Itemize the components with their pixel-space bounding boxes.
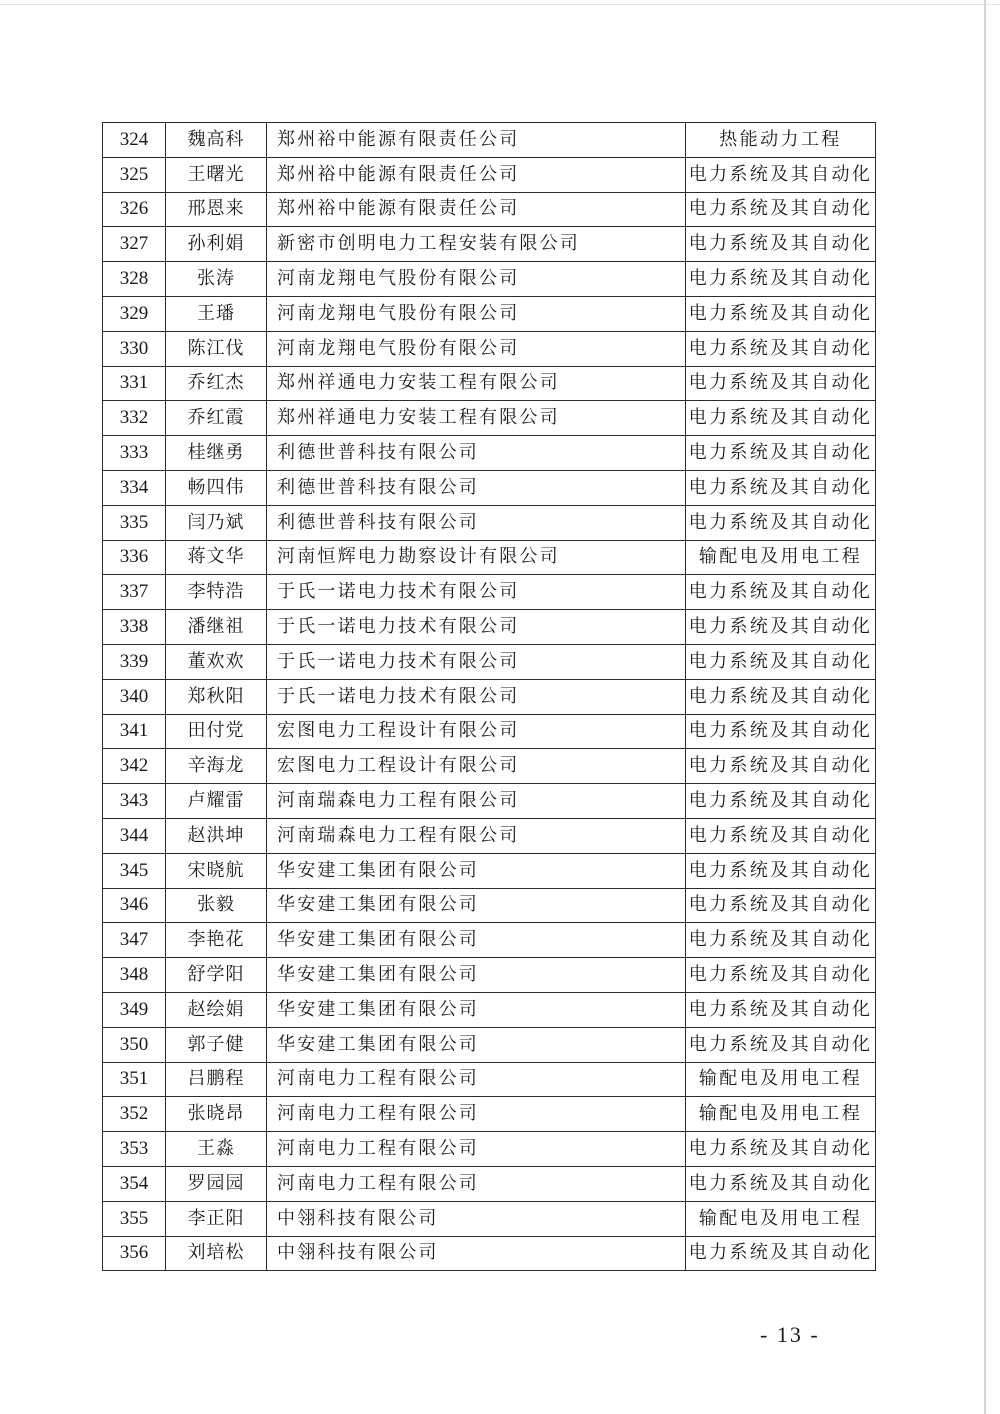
organization-cell: 新密市创明电力工程安装有限公司 — [267, 227, 686, 262]
person-name-cell: 闫乃斌 — [166, 505, 267, 540]
person-name-cell: 郭子健 — [166, 1027, 267, 1062]
person-name-cell: 赵绘娟 — [166, 992, 267, 1027]
table-row — [103, 749, 876, 784]
person-name-cell: 李特浩 — [166, 575, 267, 610]
table-row — [103, 644, 876, 679]
table-row — [103, 958, 876, 993]
person-name-cell: 刘培松 — [166, 1236, 267, 1271]
person-name-cell: 畅四伟 — [166, 470, 267, 505]
specialty-cell: 电力系统及其自动化 — [686, 679, 876, 714]
person-name-cell: 李艳花 — [166, 923, 267, 958]
specialty-cell: 电力系统及其自动化 — [686, 436, 876, 471]
person-name-cell: 罗园园 — [166, 1166, 267, 1201]
table-row — [103, 1201, 876, 1236]
table-row — [103, 331, 876, 366]
specialty-cell: 电力系统及其自动化 — [686, 853, 876, 888]
organization-cell: 于氏一诺电力技术有限公司 — [267, 610, 686, 645]
organization-cell: 郑州裕中能源有限责任公司 — [267, 192, 686, 227]
row-number-cell: 327 — [103, 227, 166, 262]
person-name-cell: 蒋文华 — [166, 540, 267, 575]
row-number-cell: 333 — [103, 436, 166, 471]
specialty-cell: 电力系统及其自动化 — [686, 749, 876, 784]
row-number-cell: 346 — [103, 888, 166, 923]
person-name-cell: 乔红霞 — [166, 401, 267, 436]
person-name-cell: 孙利娟 — [166, 227, 267, 262]
table-row — [103, 818, 876, 853]
person-name-cell: 王璠 — [166, 296, 267, 331]
table-row — [103, 679, 876, 714]
organization-cell: 郑州祥通电力安装工程有限公司 — [267, 366, 686, 401]
organization-cell: 河南龙翔电气股份有限公司 — [267, 296, 686, 331]
page-right-edge — [984, 0, 986, 1414]
row-number-cell: 330 — [103, 331, 166, 366]
table-row — [103, 1062, 876, 1097]
person-name-cell: 宋晓航 — [166, 853, 267, 888]
organization-cell: 郑州裕中能源有限责任公司 — [267, 123, 686, 158]
specialty-cell: 电力系统及其自动化 — [686, 1166, 876, 1201]
specialty-cell: 电力系统及其自动化 — [686, 958, 876, 993]
specialty-cell: 电力系统及其自动化 — [686, 818, 876, 853]
row-number-cell: 338 — [103, 610, 166, 645]
specialty-cell: 电力系统及其自动化 — [686, 714, 876, 749]
person-name-cell: 张毅 — [166, 888, 267, 923]
row-number-cell: 348 — [103, 958, 166, 993]
specialty-cell: 电力系统及其自动化 — [686, 644, 876, 679]
specialty-cell: 电力系统及其自动化 — [686, 157, 876, 192]
row-number-cell: 342 — [103, 749, 166, 784]
specialty-cell: 热能动力工程 — [686, 123, 876, 158]
row-number-cell: 329 — [103, 296, 166, 331]
row-number-cell: 345 — [103, 853, 166, 888]
person-name-cell: 潘继祖 — [166, 610, 267, 645]
organization-cell: 利德世普科技有限公司 — [267, 470, 686, 505]
person-name-cell: 魏高科 — [166, 123, 267, 158]
specialty-cell: 电力系统及其自动化 — [686, 888, 876, 923]
organization-cell: 于氏一诺电力技术有限公司 — [267, 644, 686, 679]
table-row — [103, 1027, 876, 1062]
row-number-cell: 339 — [103, 644, 166, 679]
specialty-cell: 输配电及用电工程 — [686, 1062, 876, 1097]
organization-cell: 河南恒辉电力勘察设计有限公司 — [267, 540, 686, 575]
row-number-cell: 355 — [103, 1201, 166, 1236]
specialty-cell: 电力系统及其自动化 — [686, 992, 876, 1027]
person-name-cell: 张涛 — [166, 262, 267, 297]
table-row — [103, 1236, 876, 1271]
specialty-cell: 电力系统及其自动化 — [686, 470, 876, 505]
person-name-cell: 桂继勇 — [166, 436, 267, 471]
table-row — [103, 262, 876, 297]
person-name-cell: 辛海龙 — [166, 749, 267, 784]
table-row — [103, 992, 876, 1027]
table-row — [103, 714, 876, 749]
person-name-cell: 吕鹏程 — [166, 1062, 267, 1097]
row-number-cell: 356 — [103, 1236, 166, 1271]
table-row — [103, 401, 876, 436]
table-row — [103, 923, 876, 958]
person-name-cell: 王淼 — [166, 1132, 267, 1167]
organization-cell: 宏图电力工程设计有限公司 — [267, 714, 686, 749]
roster-table — [102, 122, 876, 1271]
organization-cell: 中翎科技有限公司 — [267, 1201, 686, 1236]
organization-cell: 利德世普科技有限公司 — [267, 436, 686, 471]
organization-cell: 中翎科技有限公司 — [267, 1236, 686, 1271]
specialty-cell: 输配电及用电工程 — [686, 540, 876, 575]
row-number-cell: 336 — [103, 540, 166, 575]
specialty-cell: 电力系统及其自动化 — [686, 227, 876, 262]
row-number-cell: 352 — [103, 1097, 166, 1132]
organization-cell: 河南龙翔电气股份有限公司 — [267, 331, 686, 366]
organization-cell: 河南龙翔电气股份有限公司 — [267, 262, 686, 297]
row-number-cell: 353 — [103, 1132, 166, 1167]
organization-cell: 利德世普科技有限公司 — [267, 505, 686, 540]
specialty-cell: 电力系统及其自动化 — [686, 1132, 876, 1167]
person-name-cell: 陈江伐 — [166, 331, 267, 366]
row-number-cell: 326 — [103, 192, 166, 227]
table-row — [103, 192, 876, 227]
organization-cell: 宏图电力工程设计有限公司 — [267, 749, 686, 784]
specialty-cell: 电力系统及其自动化 — [686, 923, 876, 958]
person-name-cell: 郑秋阳 — [166, 679, 267, 714]
table-row — [103, 227, 876, 262]
row-number-cell: 325 — [103, 157, 166, 192]
table-row — [103, 1132, 876, 1167]
specialty-cell: 电力系统及其自动化 — [686, 610, 876, 645]
row-number-cell: 335 — [103, 505, 166, 540]
person-name-cell: 邢恩来 — [166, 192, 267, 227]
row-number-cell: 341 — [103, 714, 166, 749]
row-number-cell: 332 — [103, 401, 166, 436]
row-number-cell: 343 — [103, 784, 166, 819]
table-row — [103, 436, 876, 471]
person-name-cell: 李正阳 — [166, 1201, 267, 1236]
specialty-cell: 电力系统及其自动化 — [686, 784, 876, 819]
row-number-cell: 354 — [103, 1166, 166, 1201]
table-row — [103, 610, 876, 645]
table-row — [103, 1097, 876, 1132]
table-row — [103, 157, 876, 192]
table-row — [103, 123, 876, 158]
table-row — [103, 505, 876, 540]
row-number-cell: 334 — [103, 470, 166, 505]
organization-cell: 河南瑞森电力工程有限公司 — [267, 818, 686, 853]
person-name-cell: 赵洪坤 — [166, 818, 267, 853]
specialty-cell: 电力系统及其自动化 — [686, 366, 876, 401]
person-name-cell: 舒学阳 — [166, 958, 267, 993]
specialty-cell: 电力系统及其自动化 — [686, 1236, 876, 1271]
table-row — [103, 888, 876, 923]
organization-cell: 于氏一诺电力技术有限公司 — [267, 575, 686, 610]
table-row — [103, 784, 876, 819]
organization-cell: 河南电力工程有限公司 — [267, 1097, 686, 1132]
specialty-cell: 电力系统及其自动化 — [686, 331, 876, 366]
organization-cell: 于氏一诺电力技术有限公司 — [267, 679, 686, 714]
table-row — [103, 470, 876, 505]
organization-cell: 河南电力工程有限公司 — [267, 1062, 686, 1097]
row-number-cell: 347 — [103, 923, 166, 958]
organization-cell: 郑州祥通电力安装工程有限公司 — [267, 401, 686, 436]
table-row — [103, 540, 876, 575]
organization-cell: 华安建工集团有限公司 — [267, 923, 686, 958]
organization-cell: 河南电力工程有限公司 — [267, 1132, 686, 1167]
row-number-cell: 337 — [103, 575, 166, 610]
organization-cell: 华安建工集团有限公司 — [267, 1027, 686, 1062]
row-number-cell: 328 — [103, 262, 166, 297]
table-row — [103, 296, 876, 331]
specialty-cell: 电力系统及其自动化 — [686, 575, 876, 610]
specialty-cell: 电力系统及其自动化 — [686, 296, 876, 331]
table-row — [103, 575, 876, 610]
row-number-cell: 350 — [103, 1027, 166, 1062]
person-name-cell: 卢耀雷 — [166, 784, 267, 819]
specialty-cell: 电力系统及其自动化 — [686, 192, 876, 227]
person-name-cell: 王曙光 — [166, 157, 267, 192]
person-name-cell: 张晓昂 — [166, 1097, 267, 1132]
organization-cell: 河南电力工程有限公司 — [267, 1166, 686, 1201]
row-number-cell: 344 — [103, 818, 166, 853]
organization-cell: 华安建工集团有限公司 — [267, 958, 686, 993]
row-number-cell: 340 — [103, 679, 166, 714]
organization-cell: 华安建工集团有限公司 — [267, 992, 686, 1027]
specialty-cell: 电力系统及其自动化 — [686, 505, 876, 540]
specialty-cell: 输配电及用电工程 — [686, 1097, 876, 1132]
specialty-cell: 电力系统及其自动化 — [686, 262, 876, 297]
table-row — [103, 366, 876, 401]
person-name-cell: 田付党 — [166, 714, 267, 749]
specialty-cell: 输配电及用电工程 — [686, 1201, 876, 1236]
row-number-cell: 351 — [103, 1062, 166, 1097]
row-number-cell: 349 — [103, 992, 166, 1027]
roster-table-body — [103, 123, 876, 1271]
specialty-cell: 电力系统及其自动化 — [686, 401, 876, 436]
page-top-edge — [0, 4, 1000, 5]
table-row — [103, 1166, 876, 1201]
person-name-cell: 乔红杰 — [166, 366, 267, 401]
organization-cell: 华安建工集团有限公司 — [267, 888, 686, 923]
row-number-cell: 331 — [103, 366, 166, 401]
specialty-cell: 电力系统及其自动化 — [686, 1027, 876, 1062]
person-name-cell: 董欢欢 — [166, 644, 267, 679]
page-number: - 13 - — [760, 1322, 820, 1347]
table-row — [103, 853, 876, 888]
row-number-cell: 324 — [103, 123, 166, 158]
organization-cell: 河南瑞森电力工程有限公司 — [267, 784, 686, 819]
organization-cell: 郑州裕中能源有限责任公司 — [267, 157, 686, 192]
organization-cell: 华安建工集团有限公司 — [267, 853, 686, 888]
